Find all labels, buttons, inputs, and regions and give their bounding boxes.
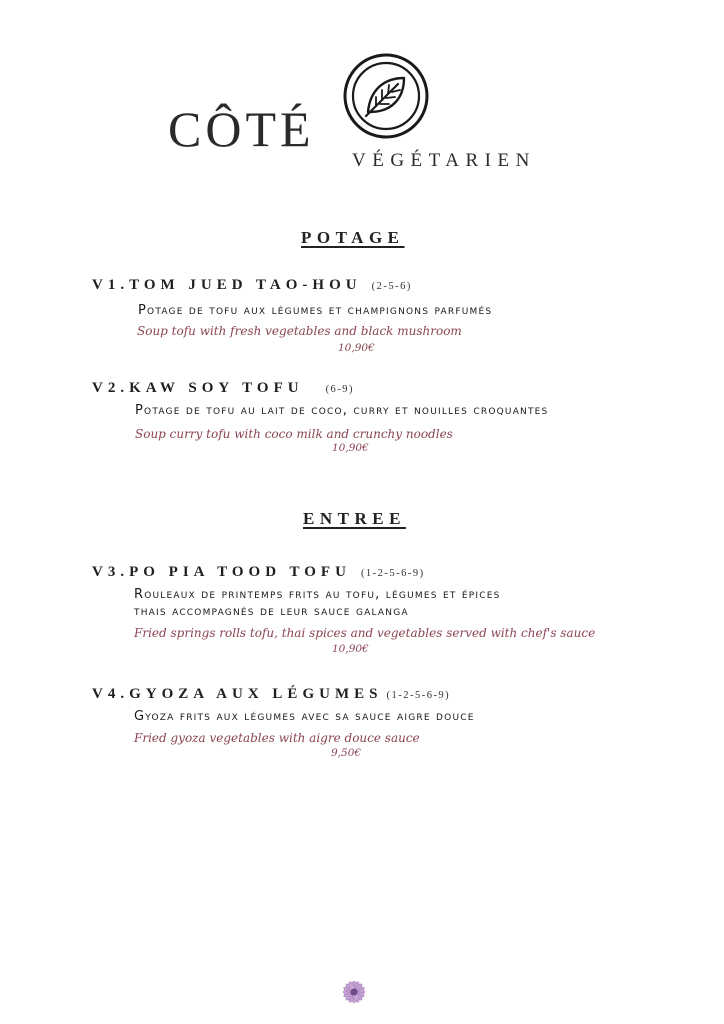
dish-code: V3.PO PIA TOOD TOFU (92, 564, 351, 580)
dish-allergens: (1-2-5-6-9) (360, 568, 425, 579)
dish-description-en: Soup curry tofu with coco milk and crunchy noodles (135, 427, 453, 441)
dish-price: 10,90€ (338, 342, 375, 354)
dish-description-fr: Potage de tofu aux légumes et champignons parfumés (138, 303, 493, 318)
dish-code: V4.GYOZA AUX LÉGUMES (92, 686, 383, 702)
dish-description-fr: Potage de tofu au lait de coco, curry et nouilles croquantes (135, 403, 549, 418)
dish-description-fr: Gyoza frits aux légumes avec sa sauce aigre douce (134, 709, 475, 724)
dish-price: 9,50€ (331, 747, 362, 759)
dish-price: 10,90€ (332, 643, 369, 655)
dish-description-fr: Rouleaux de printemps frits au tofu, légumes et épices (134, 587, 501, 602)
dish-code: V2.KAW SOY TOFU (92, 380, 304, 396)
flower-icon (338, 976, 370, 1008)
dish-description-en: Soup tofu with fresh vegetables and black mushroom (137, 324, 462, 338)
dish-heading (92, 381, 354, 396)
dish-allergens: (2-5-6) (371, 281, 412, 292)
dish-heading (92, 687, 450, 702)
dish-allergens: (6-9) (325, 384, 355, 395)
dish-heading (92, 278, 412, 293)
dish-heading (92, 565, 425, 580)
dish-description-fr: thais accompagnés de leur sauce galanga (134, 604, 409, 619)
section-title-entree: ENTREE (303, 509, 406, 528)
leaf-icon (342, 52, 430, 140)
dish-description-en: Fried gyoza vegetables with aigre douce sauce (134, 731, 420, 745)
dish-allergens: (1-2-5-6-9) (386, 690, 451, 701)
dish-description-en: Fried springs rolls tofu, thai spices and vegetables served with chef's sauce (134, 626, 596, 640)
dish-code: V1.TOM JUED TAO-HOU (92, 277, 362, 293)
dish-price: 10,90€ (332, 442, 369, 454)
page-subtitle: VÉGÉTARIEN (352, 150, 536, 171)
page-title: CÔTÉ (168, 101, 315, 157)
section-title-potage: POTAGE (301, 228, 405, 247)
